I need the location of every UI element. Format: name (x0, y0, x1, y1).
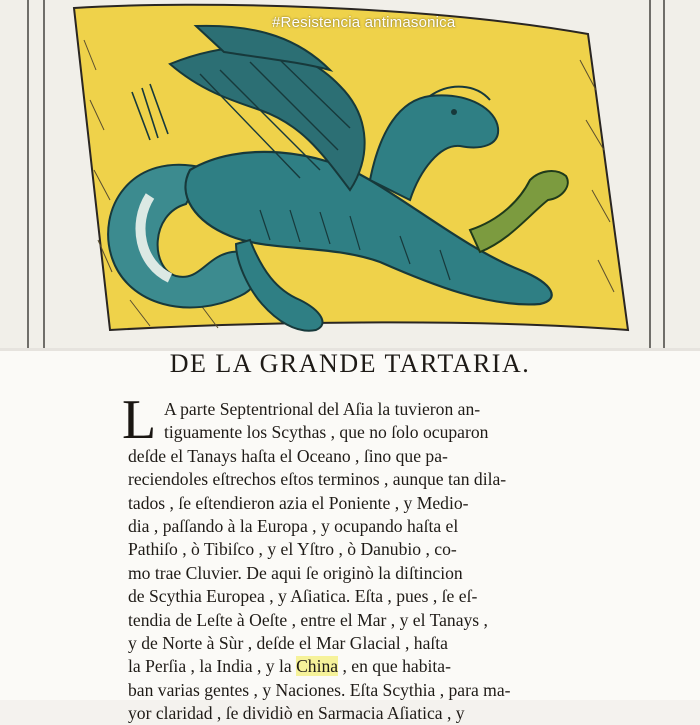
paragraph-line: Pathiſo , ò Tibiſco , y el Yſtro , ò Danubio , co- (128, 539, 457, 560)
drop-cap: L (122, 389, 157, 451)
paragraph-line: tados , ſe eſtendieron azia el Poniente , y Medio- (128, 492, 469, 513)
paragraph-line: mo trae Cluvier. De aqui ſe originò la diſtincion (128, 562, 463, 583)
paragraph-line: yor claridad , ſe dividiò en Sarmacia Aſiatica , y (128, 703, 465, 724)
paragraph-line: de Scythia Europea , y Aſiatica. Eſta , pues , ſe eſ- (128, 586, 478, 607)
paragraph-line: dia , paſſando à la Europa , y ocupando haſta el (128, 515, 459, 536)
paragraph-line-highlighted: la Perſia , la India , y la China , en que habita- (128, 656, 451, 677)
paragraph-line: A parte Septentrional del Aſia la tuvieron an- (164, 399, 481, 419)
paragraph-line: ban varias gentes , y Naciones. Eſta Scythia , para ma- (128, 679, 511, 700)
page-title: DE LA GRANDE TARTARIA. (169, 349, 531, 378)
paragraph-line: tiguamente los Scythas , que no ſolo ocuparon (164, 422, 489, 443)
watermark-text: #Resistencia antimasonica (272, 14, 456, 31)
paragraph-line: y de Norte à Sùr , deſde el Mar Glacial , haſta (128, 632, 448, 653)
body-paragraph (122, 389, 608, 725)
highlighted-word: China (296, 656, 339, 677)
paragraph-line: tendia de Leſte à Oeſte , entre el Mar , y el Tanays , (128, 609, 488, 630)
paragraph-line: reciendoles eſtrechos eſtos terminos , aunque tan dila- (128, 469, 507, 490)
paragraph-line: deſde el Tanays haſta el Oceano , ſino que pa- (128, 445, 448, 466)
